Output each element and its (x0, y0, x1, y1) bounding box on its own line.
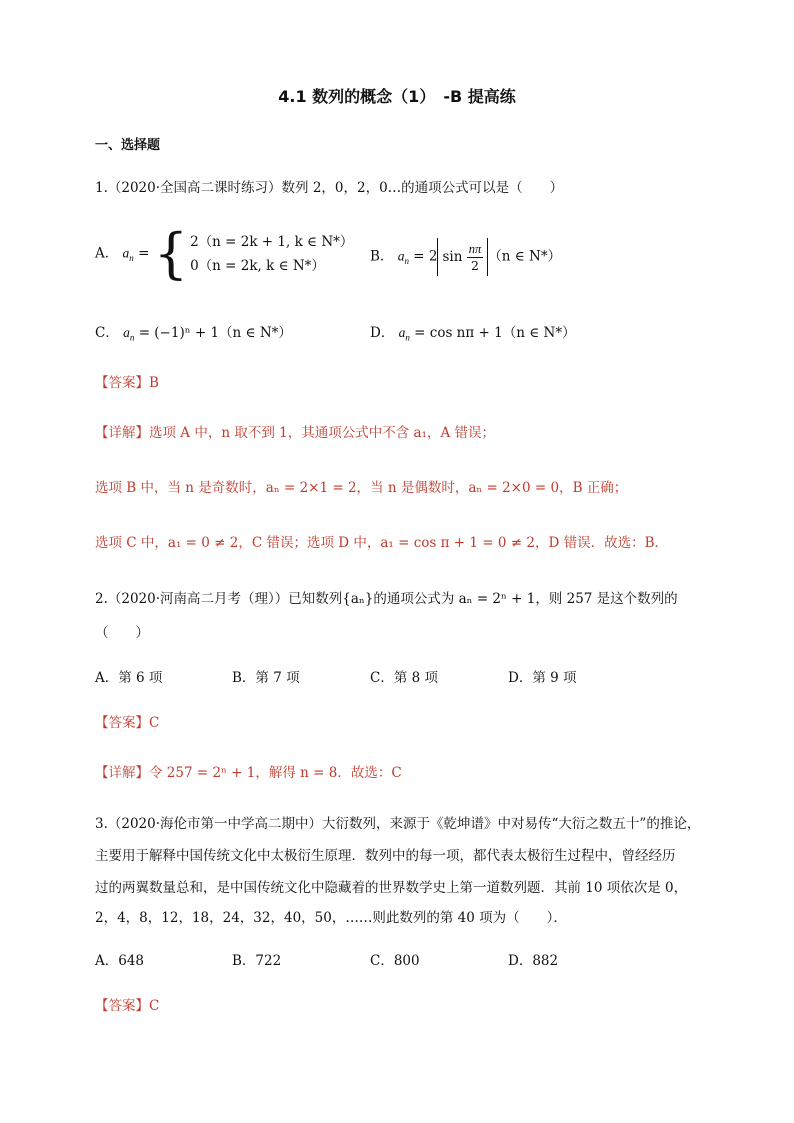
q2-option-a: A．第 6 项 (95, 670, 163, 686)
q2-answer-tag: 【答案】 (95, 715, 149, 731)
q3-answer (95, 996, 159, 1016)
q1-option-c-expr: = (−1)ⁿ + 1（n ∈ N*） (138, 325, 292, 341)
q1-detail-line-2: 选项 B 中，当 n 是奇数时，aₙ = 2×1 = 2，当 n 是偶数时，aₙ = 2×0 = 0，B 正确； (95, 480, 628, 496)
q1-option-b-pre: = 2 (413, 248, 438, 265)
q1-detail-text-1: 选项 A 中，n 取不到 1，其通项公式中不含 a₁，A 错误； (149, 425, 495, 441)
q1-option-b-fraction (467, 242, 484, 273)
q1-option-a-lhs: a (122, 245, 130, 261)
q1-option-d-label: D． (370, 325, 395, 341)
q3-stem-line-3: 过的两翼数量总和，是中国传统文化中隐藏着的世界数学史上第一道数列题．其前 10 项依次是 0， (95, 880, 688, 896)
q2-detail (95, 763, 402, 783)
q2-option-d: D．第 9 项 (508, 670, 577, 686)
q1-option-b-post: （n ∈ N*） (488, 248, 562, 265)
q3-option-c: C．800 (370, 953, 420, 969)
q1-option-a: A． $a_n$ = { 2（n = 2k + 1, k ∈ N*） 0（n = 2k, k ∈ N*） (95, 222, 354, 285)
q1-option-b-label: B． (370, 248, 394, 265)
q1-option-c-label: C． (95, 325, 119, 341)
q1-option-b-num: nπ (468, 242, 482, 256)
q1-option-d-expr: = cos nπ + 1（n ∈ N*） (414, 325, 576, 341)
q3-stem-line-4: 2，4，8，12，18，24，32，40，50，……则此数列的第 40 项为（ ）． (95, 910, 567, 926)
q2-option-b: B．第 7 项 (232, 670, 300, 686)
q2-detail-tag: 【详解】 (95, 765, 149, 781)
q3-option-a: A．648 (95, 953, 145, 969)
page-title: 4.1 数列的概念（1） -B 提高练 (278, 87, 516, 106)
q1-option-b-den: 2 (471, 258, 479, 273)
q1-option-b-sin: sin (442, 249, 463, 265)
q1-option-a-cases: { 2（n = 2k + 1, k ∈ N*） 0（n = 2k, k ∈ N*） (153, 222, 354, 285)
q1-answer (95, 373, 159, 393)
q2-answer-value: C (149, 715, 160, 731)
q3-answer-value: C (149, 998, 160, 1014)
q1-answer-tag: 【答案】 (95, 375, 149, 391)
q1-answer-value: B (149, 375, 159, 391)
q1-option-a-label: A． (95, 245, 119, 262)
q3-option-b: B．722 (232, 953, 282, 969)
q3-stem-line-2: 主要用于解释中国传统文化中太极衍生原理．数列中的每一项，都代表太极衍生过程中，曾经经历 (95, 848, 676, 864)
q1-option-a-case1: 2（n = 2k + 1, k ∈ N*） (190, 234, 354, 250)
q1-stem: 1.（2020·全国高二课时练习）数列 2，0，2，0…的通项公式可以是（ ） (95, 180, 564, 196)
q1-option-c: C． $a_n = (-1)^n + 1(n$ ∈ N*） (95, 325, 292, 343)
q1-option-b: B． $a_n = 2$ sin $\frac{n\pi}{2}$ （n ∈ N*） (370, 238, 561, 276)
q1-option-b-abs (437, 238, 488, 276)
q2-detail-text: 令 257 = 2ⁿ + 1，解得 n = 8．故选：C (149, 765, 402, 781)
q3-stem-line-1: 3.（2020·海伦市第一中学高二期中）大衍数列，来源于《乾坤谱》中对易传“大衍之数五十”的推论， (95, 816, 701, 832)
q1-detail-tag: 【详解】 (95, 425, 149, 441)
q3-answer-tag: 【答案】 (95, 998, 149, 1014)
q1-detail-line-3: 选项 C 中，a₁ = 0 ≠ 2，C 错误；选项 D 中，a₁ = cos π + 1 = 0 ≠ 2，D 错误．故选：B． (95, 535, 668, 551)
q2-answer (95, 713, 159, 733)
q2-stem-line-2: （ ） (95, 625, 149, 641)
q1-detail-line-1 (95, 423, 495, 443)
q3-option-d: D．882 (508, 953, 559, 969)
q1-option-d: D． $a_n = \cos n\pi + 1(n$ ∈ N*） (370, 325, 576, 343)
q2-option-c: C．第 8 项 (370, 670, 439, 686)
q2-stem-line-1: 2.（2020·河南高二月考（理））已知数列{aₙ}的通项公式为 aₙ = 2ⁿ + 1，则 257 是这个数列的 (95, 591, 678, 607)
q1-option-a-case2: 0（n = 2k, k ∈ N*） (190, 258, 325, 274)
section-heading: 一、选择题 (95, 138, 161, 153)
